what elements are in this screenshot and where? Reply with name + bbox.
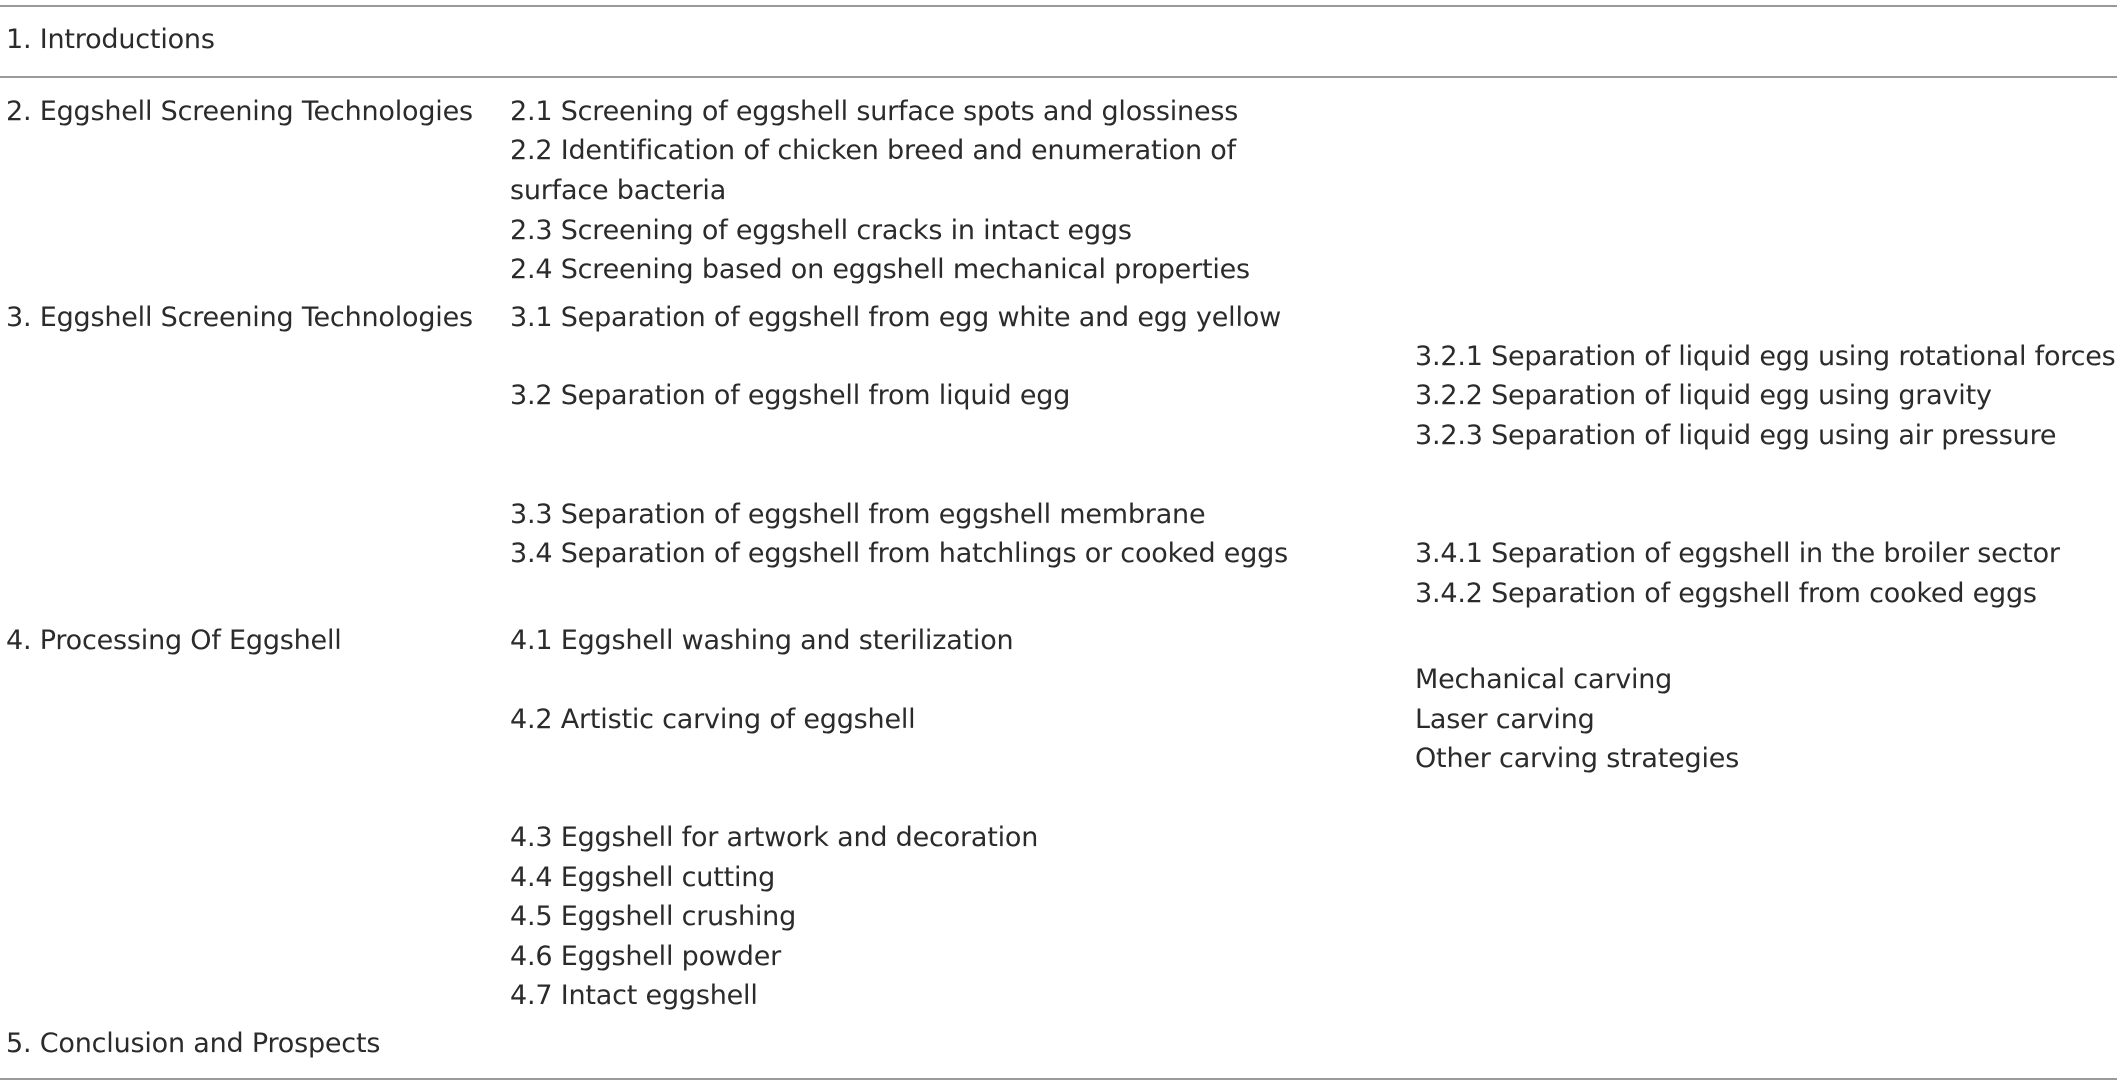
table-top-rule bbox=[0, 5, 2117, 7]
section-label: 4. Processing Of Eggshell bbox=[6, 625, 342, 656]
subsection-item: Mechanical carving bbox=[1415, 664, 1673, 695]
subsection-label: 3.1 Separation of eggshell from egg white and egg yellow bbox=[510, 302, 1281, 333]
table-bottom-rule bbox=[0, 1078, 2117, 1080]
subsection-label: 4.2 Artistic carving of eggshell bbox=[510, 704, 916, 735]
section-label: 1. Introductions bbox=[6, 24, 215, 55]
subsection-item: Laser carving bbox=[1415, 704, 1595, 735]
subsection-label: 2.2 Identification of chicken breed and enumeration of surface bacteria bbox=[510, 135, 1236, 206]
section-label: 3. Eggshell Screening Technologies bbox=[6, 302, 473, 333]
subsection-item: 3.4.1 Separation of eggshell in the broiler sector bbox=[1415, 538, 2060, 569]
subsection-item: 3.2.2 Separation of liquid egg using gravity bbox=[1415, 380, 1992, 411]
subsection-label: 2.3 Screening of eggshell cracks in intact eggs bbox=[510, 215, 1132, 246]
subsection-label: 2.1 Screening of eggshell surface spots and glossiness bbox=[510, 96, 1239, 127]
subsection-item: 3.4.2 Separation of eggshell from cooked eggs bbox=[1415, 578, 2037, 609]
section-label: 2. Eggshell Screening Technologies bbox=[6, 96, 473, 127]
subsection-label: 3.3 Separation of eggshell from eggshell membrane bbox=[510, 499, 1206, 530]
subsection-label: 3.4 Separation of eggshell from hatchlings or cooked eggs bbox=[510, 538, 1288, 569]
subsection-label: 4.3 Eggshell for artwork and decoration bbox=[510, 822, 1039, 853]
subsection-label: 4.4 Eggshell cutting bbox=[510, 862, 776, 893]
subsection-item: 3.2.3 Separation of liquid egg using air pressure bbox=[1415, 420, 2057, 451]
subsection-label: 2.4 Screening based on eggshell mechanical properties bbox=[510, 254, 1250, 285]
subsection-label: 4.5 Eggshell crushing bbox=[510, 901, 797, 932]
subsection-label: 3.2 Separation of eggshell from liquid egg bbox=[510, 380, 1071, 411]
subsection-item: 3.2.1 Separation of liquid egg using rotational forces bbox=[1415, 341, 2116, 372]
subsection-label: 4.1 Eggshell washing and sterilization bbox=[510, 625, 1014, 656]
section-label: 5. Conclusion and Prospects bbox=[6, 1028, 381, 1059]
subsection-label: 4.6 Eggshell powder bbox=[510, 941, 782, 972]
header-divider-rule bbox=[0, 76, 2117, 78]
subsection-label: 4.7 Intact eggshell bbox=[510, 980, 758, 1011]
subsection-item: Other carving strategies bbox=[1415, 743, 1740, 774]
